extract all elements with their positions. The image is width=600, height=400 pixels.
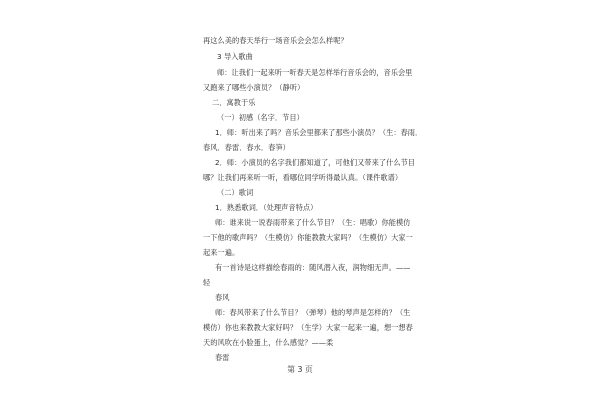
text-line-poem-cont: 轻 <box>203 278 211 287</box>
text-line-item-2: 2．师：小演员的名字我们都知道了，可他们又带来了什么节目 <box>215 158 416 167</box>
text-line-spring-wind-question-end: 天的风吹在小脸蛋上，什么感觉？——柔 <box>203 338 334 347</box>
text-line-section-2-heading: 二．寓教于乐 <box>212 98 256 107</box>
text-line-spring-rain-question-end: 起来一遍。 <box>203 248 240 257</box>
text-line-teacher-listen: 师：让我们一起来听一听春天是怎样举行音乐会的，音乐会里 <box>217 68 413 77</box>
text-line-item-2-cont: 哪？让我们再来听一听，看哪位同学听得最认真。（课件歌谱） <box>203 173 403 182</box>
text-line-spring-wind-question-cont: 模仿）你也来教教大家好吗？（生学）大家一起来一遍，想一想春 <box>203 323 413 332</box>
text-line-section-3-heading: 3 导入歌曲 <box>217 52 253 61</box>
text-line-spring-thunder-heading: 春雷 <box>215 353 230 362</box>
text-line-teacher-listen-cont: 又跑来了哪些小演员？（静听） <box>203 83 305 92</box>
text-line-subsection-2-heading: （二）歌词 <box>217 188 254 197</box>
text-line-lyrics-1: 1．熟悉歌词．（处理声音特点） <box>215 203 318 212</box>
text-line-intro-question: 再这么美的春天举行一场音乐会会怎么样呢？ <box>203 36 348 45</box>
text-line-spring-wind-heading: 春风 <box>215 293 230 302</box>
page-number: 第 3 页 <box>287 365 313 374</box>
text-line-spring-rain-question: 师：谁来说一说春雨带来了什么节目？（生：唱歌）你能模仿 <box>215 218 411 227</box>
text-line-item-1: 1．师：听出来了吗？音乐会里都来了那些小演员？（生：春雨． <box>215 128 423 137</box>
text-line-subsection-1-heading: （一）初感（名字．节目） <box>217 113 304 122</box>
text-line-poem: 有一首诗是这样描绘春雨的：随风潜入夜，润物细无声。—— <box>215 263 411 272</box>
text-line-spring-rain-question-cont: 一下他的歌声吗？（生模仿）你能教教大家吗？（生模仿）大家一 <box>203 233 413 242</box>
text-line-spring-wind-question: 师：春风带来了什么节目？（弹琴）他的琴声是怎样的？（生 <box>215 308 411 317</box>
text-line-item-1-cont: 春风．春雷．春水．春笋） <box>203 143 290 152</box>
